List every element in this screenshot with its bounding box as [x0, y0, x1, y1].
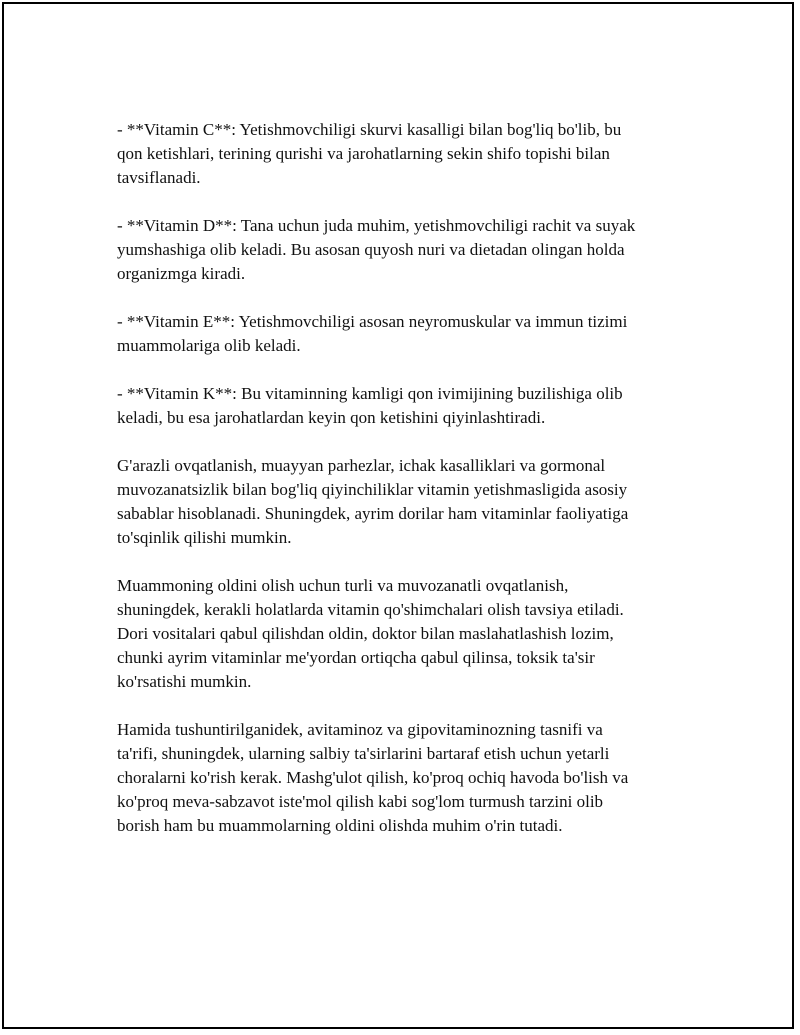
paragraph-conclusion: Hamida tushuntirilganidek, avitaminoz va gipovitaminozning tasnifi va ta'rifi, shuningdek, ularning salbiy ta'sirlarini bartaraf etish uchun yetarli choralarni ko'rish kerak. Mashg'ulot qilish, ko'proq ochiq havoda bo'lish va ko'proq meva-sabzavot iste'mol qilish kabi sog'lom turmush tarzini olib borish ham bu muammolarning oldini olishda muhim o'rin tutadi. — [117, 720, 629, 835]
paragraph-vitamin-k: - **Vitamin K**: Bu vitaminning kamligi qon ivimijining buzilishiga olib keladi, bu esa jarohatlardan keyin qon ketishini qiyinlashtiradi. — [117, 384, 623, 427]
paragraph-prevention: Muammoning oldini olish uchun turli va muvozanatli ovqatlanish, shuningdek, kerakli holatlarda vitamin qo'shimchalari olish tavsiya etiladi. Dori vositalari qabul qilishdan oldin, doktor bilan maslahatlashish lozim, chunki ayrim vitaminlar me'yordan ortiqcha qabul qilinsa, toksik ta'sir ko'rsatishi mumkin. — [117, 576, 624, 691]
paragraph-vitamin-e: - **Vitamin E**: Yetishmovchiligi asosan neyromuskular va immun tizimi muammolariga olib keladi. — [117, 312, 628, 355]
paragraph-causes: G'arazli ovqatlanish, muayyan parhezlar, ichak kasalliklari va gormonal muvozanatsizlik bilan bog'liq qiyinchiliklar vitamin yetishmasligida asosiy sabablar hisoblanadi. Shuningdek, ayrim dorilar ham vitaminlar faoliyatiga to'sqinlik qilishi mumkin. — [117, 456, 629, 547]
document-body — [117, 118, 717, 862]
paragraph-vitamin-c: - **Vitamin C**: Yetishmovchiligi skurvi kasalligi bilan bog'liq bo'lib, bu qon ketishlari, terining qurishi va jarohatlarning sekin shifo topishi bilan tavsiflanadi. — [117, 120, 622, 187]
paragraph-vitamin-d: - **Vitamin D**: Tana uchun juda muhim, yetishmovchiligi rachit va suyak yumshashiga olib keladi. Bu asosan quyosh nuri va dietadan olingan holda organizmga kiradi. — [117, 216, 636, 283]
